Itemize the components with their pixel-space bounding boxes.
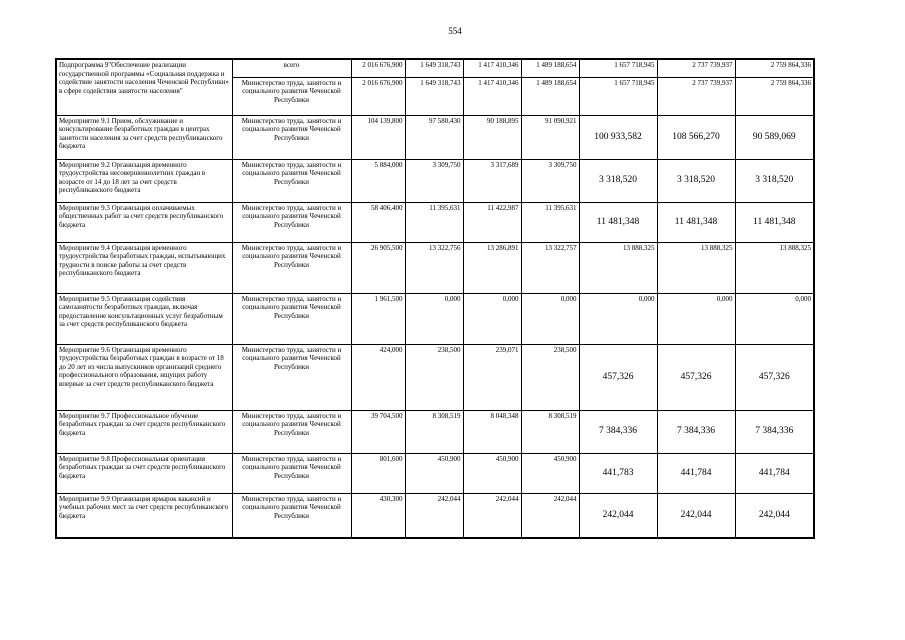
page-number: 554 xyxy=(448,26,462,36)
amount-cell: 104 139,800 xyxy=(351,115,405,159)
amount-cell: 13 888,325 xyxy=(657,242,735,293)
amount-cell: 1 657 718,945 xyxy=(579,77,657,115)
amount-cell: 2 016 676,900 xyxy=(351,59,405,77)
amount-cell: 0,000 xyxy=(405,293,463,344)
responsible-executor: Министерство труда, занятости и социального развития Чеченской Республики xyxy=(232,453,351,493)
amount-cell: 3 318,520 xyxy=(579,159,657,202)
table-row xyxy=(56,410,814,453)
amount-cell: 3 318,520 xyxy=(735,159,814,202)
amount-cell: 26 905,500 xyxy=(351,242,405,293)
amount-cell: 11 395,631 xyxy=(521,202,579,242)
amount-cell: 242,044 xyxy=(521,493,579,538)
amount-cell: 3 318,520 xyxy=(657,159,735,202)
table-row xyxy=(56,493,814,538)
amount-cell: 1 417 410,346 xyxy=(463,59,521,77)
amount-cell: 108 566,270 xyxy=(657,115,735,159)
amount-cell: 11 422,987 xyxy=(463,202,521,242)
amount-cell: 238,500 xyxy=(405,344,463,410)
responsible-executor: Министерство труда, занятости и социального развития Чеченской Республики xyxy=(232,344,351,410)
amount-cell: 3 309,750 xyxy=(405,159,463,202)
amount-cell: 13 322,756 xyxy=(405,242,463,293)
amount-cell: 1 489 188,654 xyxy=(521,77,579,115)
budget-table xyxy=(55,58,815,539)
amount-cell: 97 580,430 xyxy=(405,115,463,159)
amount-cell: 441,783 xyxy=(579,453,657,493)
measure-name: Мероприятие 9.1 Прием, обслуживание и консультирование безработных граждан в центрах занятости населения за счет средств республиканского бюджета xyxy=(56,115,232,159)
measure-name: Мероприятие 9.7 Профессиональное обучение безработных граждан за счет средств республиканского бюджета xyxy=(56,410,232,453)
amount-cell: 11 481,348 xyxy=(657,202,735,242)
amount-cell: 11 481,348 xyxy=(735,202,814,242)
amount-cell: 8 308,519 xyxy=(521,410,579,453)
amount-cell: 91 090,921 xyxy=(521,115,579,159)
amount-cell: 1 649 318,743 xyxy=(405,77,463,115)
amount-cell: 242,044 xyxy=(735,493,814,538)
amount-cell: 11 481,348 xyxy=(579,202,657,242)
amount-cell: 0,000 xyxy=(657,293,735,344)
amount-cell: 7 384,336 xyxy=(735,410,814,453)
amount-cell: 0,000 xyxy=(463,293,521,344)
amount-cell: 90 188,895 xyxy=(463,115,521,159)
measure-name: Мероприятие 9.9 Организация ярмарок вакансий и учебных рабочих мест за счет средств республиканского бюджета xyxy=(56,493,232,538)
amount-cell: 13 286,891 xyxy=(463,242,521,293)
amount-cell: 39 704,500 xyxy=(351,410,405,453)
responsible-executor: Министерство труда, занятости и социального развития Чеченской Республики xyxy=(232,293,351,344)
amount-cell: 7 384,336 xyxy=(579,410,657,453)
amount-cell: 2 737 739,937 xyxy=(657,59,735,77)
measure-name: Мероприятие 9.4 Организация временного трудоустройства безработных граждан, испытывающих трудности в поиске работы за счет средств республиканского бюджета xyxy=(56,242,232,293)
amount-cell: 8 048,348 xyxy=(463,410,521,453)
amount-cell: 1 489 188,654 xyxy=(521,59,579,77)
amount-cell: 1 657 718,945 xyxy=(579,59,657,77)
amount-cell: 1 417 410,346 xyxy=(463,77,521,115)
measure-name: Подпрограмма 9"Обеспечение реализации государственной программы «Социальная поддержка и содействие занятости населения Чеченской Республики» в сфере содействия занятости населения" xyxy=(56,59,232,115)
responsible-executor: Министерство труда, занятости и социального развития Чеченской Республики xyxy=(232,242,351,293)
amount-cell: 441,784 xyxy=(657,453,735,493)
amount-cell: 3 309,750 xyxy=(521,159,579,202)
table-row xyxy=(56,115,814,159)
amount-cell: 441,784 xyxy=(735,453,814,493)
amount-cell: 2 737 739,937 xyxy=(657,77,735,115)
amount-cell: 801,600 xyxy=(351,453,405,493)
amount-cell: 457,326 xyxy=(579,344,657,410)
responsible-executor: Министерство труда, занятости и социального развития Чеченской Республики xyxy=(232,115,351,159)
amount-cell: 3 317,689 xyxy=(463,159,521,202)
amount-cell: 424,000 xyxy=(351,344,405,410)
amount-cell: 100 933,582 xyxy=(579,115,657,159)
amount-cell: 7 384,336 xyxy=(657,410,735,453)
amount-cell: 13 888,325 xyxy=(579,242,657,293)
table-row xyxy=(56,59,814,77)
amount-cell: 450,900 xyxy=(521,453,579,493)
amount-cell: 457,326 xyxy=(657,344,735,410)
table-row xyxy=(56,202,814,242)
amount-cell: 239,071 xyxy=(463,344,521,410)
table-row xyxy=(56,242,814,293)
responsible-executor: Министерство труда, занятости и социального развития Чеченской Республики xyxy=(232,493,351,538)
amount-cell: 238,500 xyxy=(521,344,579,410)
amount-cell: 450,900 xyxy=(405,453,463,493)
amount-cell: 13 322,757 xyxy=(521,242,579,293)
amount-cell: 242,044 xyxy=(657,493,735,538)
responsible-executor: Министерство труда, занятости и социального развития Чеченской Республики xyxy=(232,410,351,453)
amount-cell: 2 759 864,336 xyxy=(735,77,814,115)
amount-cell: 90 589,069 xyxy=(735,115,814,159)
amount-cell: 11 395,631 xyxy=(405,202,463,242)
table-row xyxy=(56,159,814,202)
responsible-executor: всего xyxy=(232,59,351,77)
amount-cell: 58 406,400 xyxy=(351,202,405,242)
responsible-executor: Министерство труда, занятости и социального развития Чеченской Республики xyxy=(232,159,351,202)
amount-cell: 0,000 xyxy=(735,293,814,344)
amount-cell: 1 961,500 xyxy=(351,293,405,344)
amount-cell: 242,044 xyxy=(405,493,463,538)
amount-cell: 5 884,000 xyxy=(351,159,405,202)
amount-cell: 450,900 xyxy=(463,453,521,493)
amount-cell: 457,326 xyxy=(735,344,814,410)
amount-cell: 8 308,519 xyxy=(405,410,463,453)
amount-cell: 0,000 xyxy=(579,293,657,344)
amount-cell: 2 016 676,900 xyxy=(351,77,405,115)
amount-cell: 2 759 864,336 xyxy=(735,59,814,77)
measure-name: Мероприятие 9.8 Профессиональная ориентация безработных граждан за счет средств республиканского бюджета xyxy=(56,453,232,493)
amount-cell: 0,000 xyxy=(521,293,579,344)
table-row xyxy=(56,453,814,493)
table-row xyxy=(56,293,814,344)
measure-name: Мероприятие 9.2 Организация временного трудоустройства несовершеннолетних граждан в возрасте от 14 до 18 лет за счет средств республиканского бюджета xyxy=(56,159,232,202)
amount-cell: 242,044 xyxy=(463,493,521,538)
table-row xyxy=(56,344,814,410)
measure-name: Мероприятие 9.5 Организация содействия самозанятости безработных граждан, включая предоставление консультационных услуг безработным за счет средств республиканского бюджета xyxy=(56,293,232,344)
amount-cell: 13 888,325 xyxy=(735,242,814,293)
responsible-executor: Министерство труда, занятости и социального развития Чеченской Республики xyxy=(232,202,351,242)
amount-cell: 242,044 xyxy=(579,493,657,538)
responsible-executor: Министерство труда, занятости и социального развития Чеченской Республики xyxy=(232,77,351,115)
measure-name: Мероприятие 9.6 Организация временного трудоустройства безработных граждан в возрасте от 18 до 20 лет из числа выпускников организаций среднего профессионального образования, ищущих работу впервые за счет средств республиканского бюджета xyxy=(56,344,232,410)
amount-cell: 1 649 318,743 xyxy=(405,59,463,77)
measure-name: Мероприятие 9.3 Организация оплачиваемых общественных работ за счет средств республиканского бюджета xyxy=(56,202,232,242)
amount-cell: 430,300 xyxy=(351,493,405,538)
